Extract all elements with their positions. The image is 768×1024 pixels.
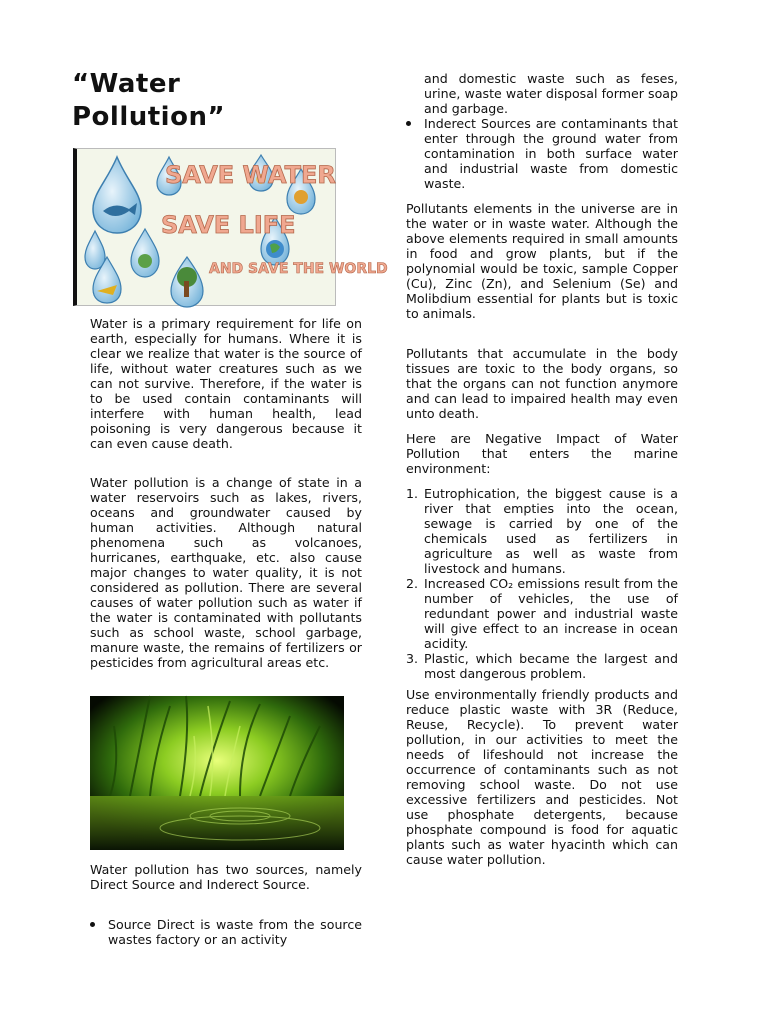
poster-text-line3: AND SAVE THE WORLD — [209, 261, 388, 277]
negative-impact-list — [406, 486, 678, 681]
sources-paragraph: Water pollution has two sources, namely Direct Source and Inderect Source. — [90, 862, 362, 892]
sources-list-right — [406, 116, 678, 191]
save-water-poster — [73, 148, 388, 306]
sources-bullet-continued: and domestic waste such as feses, urine, waste water disposal former soap and garbage. — [424, 71, 678, 116]
sources-list-left — [90, 917, 362, 947]
prevention-paragraph: Use environmentally friendly products and reduce plastic waste with 3R (Reduce, Reuse, Recycle). To prevent water pollution, in our activities to meet the needs of lifeshould not increase the occurrence of contaminants such as not removing school waste. Do not use excessive fertilizers and pesticides. Not use phosphate detergents, because phosphate compound is food for aquatic plants such as water hyacinth which can cause water pollution. — [406, 687, 678, 867]
impact-item-2: 2. Increased CO₂ emissions result from the number of vehicles, the use of redundant power and industrial waste will give effect to an increase in ocean acidity. — [406, 576, 678, 651]
poster-text-line1: SAVE WATER — [165, 161, 336, 189]
negative-impact-intro: Here are Negative Impact of Water Pollution that enters the marine environment: — [406, 431, 678, 476]
impact-item-1: 1. Eutrophication, the biggest cause is a river that empties into the ocean, sewage is carried by one of the chemicals used as fertilizers in agriculture as well as waste from livestock and humans. — [406, 486, 678, 576]
list-item: Inderect Sources are contaminants that enter through the ground water from contamination in both surface water and industrial waste from domestic waste. — [406, 116, 678, 191]
bullet-icon — [90, 922, 95, 927]
pollutants-accumulate-paragraph: Pollutants that accumulate in the body tissues are toxic to the body organs, so that the organs can not function anymore and can lead to impaired health may even unto death. — [406, 346, 678, 421]
bullet-icon — [406, 121, 411, 126]
intro-paragraph: Water is a primary requirement for life on earth, especially for humans. Where it is clear we realize that water is the source of life, without water creatures such as we can not survive. Therefore, if the water is to be used contain contaminants will interfere with human health, lead poisoning is very dangerous because it can even cause death. — [90, 316, 362, 451]
grass-water-photo — [90, 696, 344, 850]
definition-paragraph: Water pollution is a change of state in a water reservoirs such as lakes, rivers, oceans and groundwater caused by human activities. Although natural phenomena such as volcanoes, hurricanes, earthquake, etc. also cause major changes to water quality, it is not considered as pollution. There are several causes of water pollution such as water if the water is contaminated with pollutants such as school waste, school garbage, manure waste, the remains of fertilizers or pesticides from agricultural areas etc. — [90, 475, 362, 670]
page-title: “Water Pollution” — [72, 69, 226, 132]
poster-text-line2: SAVE LIFE — [161, 211, 296, 239]
impact-item-3: 3. Plastic, which became the largest and most dangerous problem. — [406, 651, 678, 681]
poster-illustration — [77, 149, 388, 305]
list-item: Source Direct is waste from the source wastes factory or an activity — [90, 917, 362, 947]
pollutants-elements-paragraph: Pollutants elements in the universe are in the water or in waste water. Although the above elements required in small amounts in food and grow plants, but if the polynomial would be toxic, sample Copper (Cu), Zinc (Zn), and Selenium (Se) and Molibdium essential for plants but is toxic to animals. — [406, 201, 678, 321]
